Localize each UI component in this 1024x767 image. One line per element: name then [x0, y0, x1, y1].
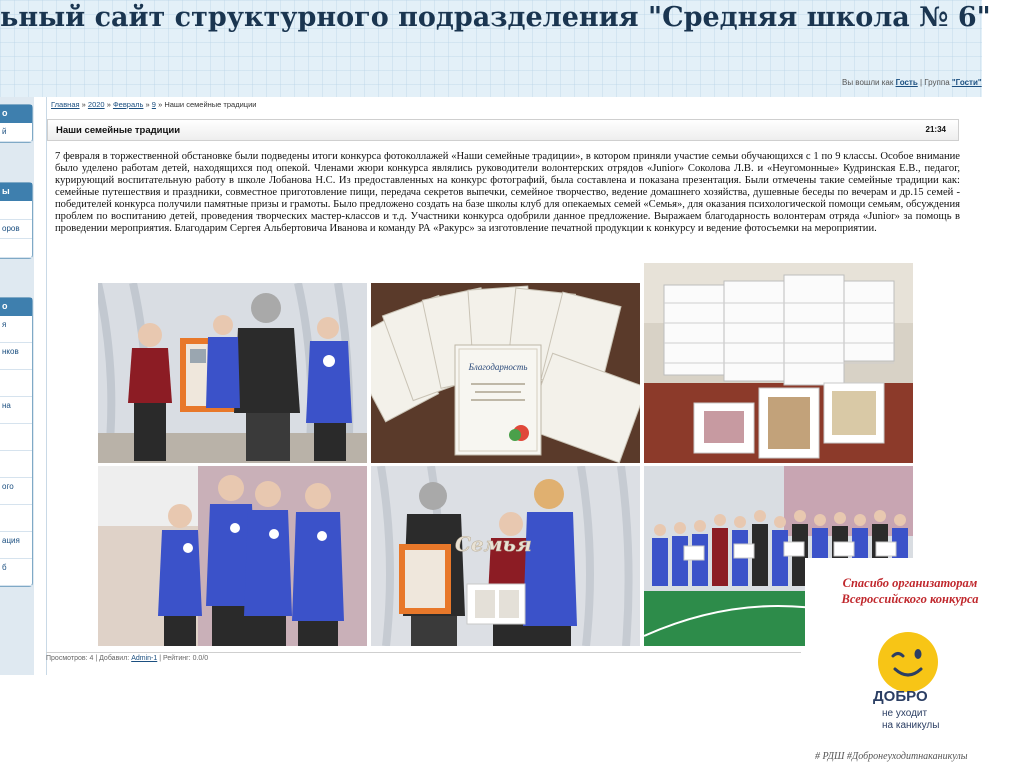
photo-volunteers[interactable] [98, 466, 367, 646]
sidebar-item[interactable]: й [0, 123, 32, 142]
added-label: Добавил: [99, 655, 130, 662]
breadcrumb-day[interactable]: 9 [151, 100, 156, 109]
group-link[interactable]: "Гости" [951, 78, 982, 87]
photo-certificates[interactable] [371, 283, 640, 463]
photo-family-frame[interactable] [371, 466, 640, 646]
breadcrumb-separator: » [106, 100, 111, 109]
sidebar-item[interactable] [0, 424, 32, 451]
sidebar-block-heading: о [0, 105, 32, 123]
post-title: Наши семейные традиции [56, 125, 181, 136]
sidebar-block-3 [0, 297, 33, 587]
sidebar-item[interactable]: б [0, 559, 32, 586]
photo-frames-stack[interactable] [644, 263, 913, 463]
hashtags: # РДШ #Добронеуходитнаканикулы [815, 751, 968, 762]
sidebar-item[interactable]: я [0, 316, 32, 343]
author-link[interactable]: Admin-1 [131, 655, 158, 662]
winking-smiley-icon [877, 631, 939, 693]
breadcrumb-current: Наши семейные традиции [164, 100, 257, 109]
thanks-caption: Спасибо организаторам Всероссийского конкурса [841, 576, 979, 606]
sidebar-block-heading: о [0, 298, 32, 316]
sidebar-item[interactable] [0, 201, 32, 220]
sidebar-item[interactable] [0, 370, 32, 397]
sidebar-item[interactable]: ация [0, 532, 32, 559]
login-separator: | Группа [920, 78, 950, 87]
guest-link[interactable]: Гость [895, 78, 918, 87]
views-count: 4 [89, 655, 94, 662]
site-header [0, 0, 991, 97]
sidebar-block-1 [0, 104, 33, 143]
breadcrumb-separator: » [158, 100, 163, 109]
views-label: Просмотров: [46, 655, 88, 662]
dobro-subtitle [882, 708, 939, 732]
left-sidebar [0, 97, 34, 675]
sidebar-item[interactable]: оров [0, 220, 32, 239]
sidebar-item[interactable]: ого [0, 478, 32, 505]
breadcrumb-year[interactable]: 2020 [87, 100, 105, 109]
sidebar-block-2 [0, 182, 33, 259]
breadcrumb [51, 100, 256, 109]
sidebar-item[interactable] [0, 239, 32, 258]
post-body: 7 февраля в торжественной обстановке были подведены итоги конкурса фотоколлажей «Наши семейные традиции», в котором приняли участие семьи обучающихся с 1 по 9 классы. Особое внимание было уделено работам детей, находящихся под опекой. Членами жюри конкурса являлись руководители волонтерских отрядов «Junior» Соколова Л.В. и «Неугомонные» Кудринская Е.В., педагог, курирующий воспитательную работу в школе Лобанова Н.С. Из предоставленных на конкурс фотографий, была составлена и показана презентация. Были отмечены такие семейные традиции как: семейные путешествия и праздники, совместное приготовление пищи, передача секретов выпечки, семейное творчество, ведение домашнего хозяйства, душевные беседы по вечерам и др.15 семей - победителей конкурса получили памятные призы и грамоты. Было предложено создать на базе школы клуб для опекаемых семей «Семья», для оказания психологической помощи семьям, обсуждения проблем по воспитанию детей, проведения творческих мастер-классов и т.д. Участники конкурса одобрили данное предложение. Выражаем благодарность волонтерам отряда «Junior» за помощь в проведении мероприятия. Благодарим Сергея Альбертовича Иванова и команду РА «Ракурс» за изготовление печатной продукции к конкурсу и ведение фотосъемки на мероприятии. [55, 151, 960, 234]
rating-label: Рейтинг: [162, 655, 191, 662]
breadcrumb-separator: » [145, 100, 150, 109]
login-prefix: Вы вошли как [842, 78, 894, 87]
post-header [47, 119, 959, 141]
breadcrumb-separator: » [81, 100, 86, 109]
dobro-badge [805, 558, 1010, 754]
photo-girls-with-collage[interactable] [98, 283, 367, 463]
sidebar-item[interactable] [0, 505, 32, 532]
sidebar-item[interactable]: нков [0, 343, 32, 370]
rating-value: 0.0/0 [192, 655, 209, 662]
dobro-logo-text: ДОБРО [873, 688, 928, 705]
sidebar-item[interactable] [0, 451, 32, 478]
dobro-subtitle-line: на каникулы [882, 720, 940, 731]
site-title: ьный сайт структурного подразделения "Средняя школа № 6" [0, 2, 991, 33]
certificate-title: Благодарность [468, 362, 528, 372]
frame-word: Семья [455, 532, 532, 556]
dobro-subtitle-line: не уходит [882, 708, 928, 719]
sidebar-block-heading: ы [0, 183, 32, 201]
sidebar-item[interactable]: на [0, 397, 32, 424]
breadcrumb-month[interactable]: Февраль [112, 100, 144, 109]
post-time: 21:34 [925, 125, 946, 134]
breadcrumb-home[interactable]: Главная [51, 100, 80, 109]
post-meta: Просмотров: 4 | Добавил: Admin-1 | Рейтинг: 0.0/0 [46, 652, 801, 669]
login-status [842, 78, 982, 87]
